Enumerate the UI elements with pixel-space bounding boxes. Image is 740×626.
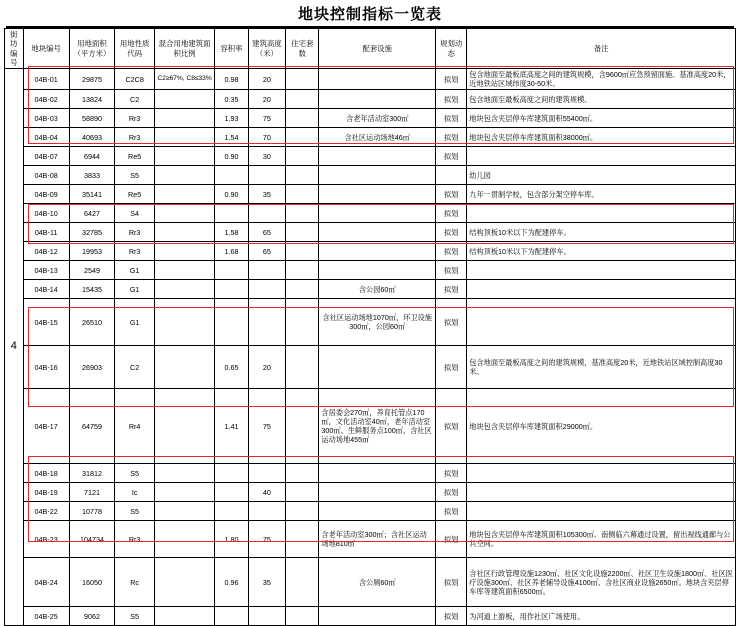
header-area: 用地面积（平方米） xyxy=(69,29,115,69)
cell-house xyxy=(286,109,319,128)
cell-mix xyxy=(154,147,214,166)
table-row xyxy=(5,558,736,607)
cell-mix xyxy=(154,204,214,223)
cell-nature: Rr4 xyxy=(115,389,155,464)
cell-plan: 拟划 xyxy=(436,223,467,242)
cell-house xyxy=(286,464,319,483)
cell-height xyxy=(248,280,285,299)
cell-plan: 拟划 xyxy=(436,502,467,521)
table-row xyxy=(5,69,736,90)
cell-area: 2549 xyxy=(69,261,115,280)
cell-plan: 拟划 xyxy=(436,607,467,626)
cell-facility xyxy=(319,502,436,521)
cell-note: 包含地面至最板高度之间的建筑规模。 xyxy=(467,90,736,109)
cell-area: 64759 xyxy=(69,389,115,464)
table-row xyxy=(5,128,736,147)
cell-height xyxy=(248,502,285,521)
cell-far: 0.90 xyxy=(215,147,248,166)
cell-mix xyxy=(154,223,214,242)
cell-mix xyxy=(154,464,214,483)
cell-mix xyxy=(154,558,214,607)
cell-area: 29875 xyxy=(69,69,115,90)
cell-mix xyxy=(154,90,214,109)
table-row xyxy=(5,607,736,626)
cell-code: 04B-17 xyxy=(23,389,69,464)
cell-nature: Re5 xyxy=(115,185,155,204)
cell-nature: S5 xyxy=(115,502,155,521)
cell-facility: 含公厕60㎡ xyxy=(319,558,436,607)
cell-note: 包含地面至最板底高度之间的建筑规模，含9600㎡应急预留面施。基准高度20米，近地铁站区域纬度30-50米。 xyxy=(467,69,736,90)
cell-code: 04B-03 xyxy=(23,109,69,128)
cell-plan: 拟划 xyxy=(436,464,467,483)
cell-area: 6427 xyxy=(69,204,115,223)
table-row xyxy=(5,464,736,483)
cell-far xyxy=(215,299,248,346)
cell-plan xyxy=(436,166,467,185)
table-row xyxy=(5,242,736,261)
cell-house xyxy=(286,483,319,502)
cell-nature: Rr3 xyxy=(115,128,155,147)
cell-note: 为河道上游板，用作社区广场使用。 xyxy=(467,607,736,626)
cell-facility xyxy=(319,261,436,280)
header-far: 容积率 xyxy=(215,29,248,69)
cell-area: 35141 xyxy=(69,185,115,204)
cell-nature: Rr3 xyxy=(115,109,155,128)
cell-plan: 拟划 xyxy=(436,346,467,389)
cell-height: 20 xyxy=(248,90,285,109)
cell-code: 04B-11 xyxy=(23,223,69,242)
cell-house xyxy=(286,280,319,299)
table-row xyxy=(5,483,736,502)
cell-area: 19953 xyxy=(69,242,115,261)
cell-height xyxy=(248,166,285,185)
cell-plan: 拟划 xyxy=(436,204,467,223)
cell-height: 65 xyxy=(248,242,285,261)
cell-house xyxy=(286,299,319,346)
cell-mix xyxy=(154,483,214,502)
cell-code: 04B-14 xyxy=(23,280,69,299)
cell-code: 04B-15 xyxy=(23,299,69,346)
cell-code: 04B-04 xyxy=(23,128,69,147)
cell-height xyxy=(248,464,285,483)
cell-note xyxy=(467,280,736,299)
cell-house xyxy=(286,242,319,261)
cell-height: 30 xyxy=(248,147,285,166)
cell-house xyxy=(286,502,319,521)
cell-nature: C2C8 xyxy=(115,69,155,90)
table-row xyxy=(5,204,736,223)
cell-height: 35 xyxy=(248,185,285,204)
header-code: 地块编号 xyxy=(23,29,69,69)
cell-note xyxy=(467,483,736,502)
cell-nature: S5 xyxy=(115,464,155,483)
cell-area: 16050 xyxy=(69,558,115,607)
cell-area: 32785 xyxy=(69,223,115,242)
cell-facility xyxy=(319,185,436,204)
cell-plan: 拟划 xyxy=(436,242,467,261)
cell-plan: 拟划 xyxy=(436,483,467,502)
cell-code: 04B-16 xyxy=(23,346,69,389)
cell-house xyxy=(286,69,319,90)
cell-area: 15435 xyxy=(69,280,115,299)
cell-plan: 拟划 xyxy=(436,389,467,464)
cell-facility xyxy=(319,166,436,185)
cell-area: 3833 xyxy=(69,166,115,185)
cell-area: 26510 xyxy=(69,299,115,346)
cell-mix xyxy=(154,607,214,626)
cell-plan: 拟划 xyxy=(436,558,467,607)
cell-mix: C2≥67%, C8≤33% xyxy=(154,69,214,90)
cell-house xyxy=(286,346,319,389)
cell-note xyxy=(467,299,736,346)
cell-far: 1.93 xyxy=(215,109,248,128)
table-row xyxy=(5,389,736,464)
cell-note: 地块包含夹层停车库建筑面积105300㎡。南侧临六幕通过设置，留出视线通廊与公共空间。 xyxy=(467,521,736,558)
cell-note: 含社区行政管理设施1230㎡、社区文化设施2200㎡、社区卫生设施1800㎡、社区医疗设施300㎡、社区养老辅导设施4100㎡、含社区商业设施2650㎡。地块含夹层停车库等建筑面积6500㎡。 xyxy=(467,558,736,607)
cell-code: 04B-18 xyxy=(23,464,69,483)
cell-far xyxy=(215,261,248,280)
cell-facility: 含居委会270㎡，养育托管点170㎡，文化活动室40㎡，老年活动室300㎡、生鲜服务点100㎡、含社区运动场地455㎡ xyxy=(319,389,436,464)
cell-note: 结构顶板10米以下为配建停车。 xyxy=(467,223,736,242)
cell-code: 04B-25 xyxy=(23,607,69,626)
cell-area: 6944 xyxy=(69,147,115,166)
cell-facility xyxy=(319,464,436,483)
header-height: 建筑高度（米） xyxy=(248,29,285,69)
cell-area: 13824 xyxy=(69,90,115,109)
cell-height: 35 xyxy=(248,558,285,607)
cell-nature: Ic xyxy=(115,483,155,502)
cell-mix xyxy=(154,502,214,521)
cell-code: 04B-22 xyxy=(23,502,69,521)
cell-plan: 拟划 xyxy=(436,261,467,280)
table-row xyxy=(5,502,736,521)
cell-mix xyxy=(154,242,214,261)
cell-plan: 拟划 xyxy=(436,185,467,204)
cell-facility: 含社区运动场地46㎡ xyxy=(319,128,436,147)
cell-house xyxy=(286,223,319,242)
cell-house xyxy=(286,128,319,147)
cell-house xyxy=(286,166,319,185)
cell-mix xyxy=(154,185,214,204)
cell-nature: S4 xyxy=(115,204,155,223)
cell-note: 九年一贯制学校，包含部分架空停车库。 xyxy=(467,185,736,204)
street-number-cell: 4 xyxy=(5,69,24,626)
cell-house xyxy=(286,521,319,558)
cell-facility xyxy=(319,204,436,223)
table-row xyxy=(5,223,736,242)
cell-far xyxy=(215,204,248,223)
cell-plan: 拟划 xyxy=(436,147,467,166)
table-row xyxy=(5,166,736,185)
cell-plan: 拟划 xyxy=(436,299,467,346)
cell-far xyxy=(215,280,248,299)
cell-height xyxy=(248,299,285,346)
cell-house xyxy=(286,261,319,280)
cell-note xyxy=(467,464,736,483)
cell-mix xyxy=(154,261,214,280)
cell-height xyxy=(248,607,285,626)
cell-mix xyxy=(154,128,214,147)
cell-mix xyxy=(154,280,214,299)
cell-far xyxy=(215,607,248,626)
cell-nature: S5 xyxy=(115,166,155,185)
cell-height xyxy=(248,261,285,280)
table-header-row xyxy=(5,29,736,69)
cell-area: 104734 xyxy=(69,521,115,558)
cell-nature: G1 xyxy=(115,261,155,280)
header-nature: 用地性质代码 xyxy=(115,29,155,69)
cell-mix xyxy=(154,346,214,389)
cell-note: 地块包含夹层停车库建筑面积38000㎡。 xyxy=(467,128,736,147)
table-row xyxy=(5,109,736,128)
cell-far: 0.98 xyxy=(215,69,248,90)
cell-far: 1.41 xyxy=(215,389,248,464)
cell-house xyxy=(286,607,319,626)
header-street: 街坊编号 xyxy=(5,29,24,69)
cell-plan: 拟划 xyxy=(436,128,467,147)
cell-note xyxy=(467,502,736,521)
cell-code: 04B-10 xyxy=(23,204,69,223)
cell-far xyxy=(215,502,248,521)
cell-far: 0.96 xyxy=(215,558,248,607)
cell-note xyxy=(467,204,736,223)
cell-code: 04B-24 xyxy=(23,558,69,607)
cell-house xyxy=(286,90,319,109)
cell-mix xyxy=(154,389,214,464)
table-body xyxy=(5,69,736,626)
cell-plan: 拟划 xyxy=(436,109,467,128)
cell-note: 幼儿园 xyxy=(467,166,736,185)
cell-far: 1.80 xyxy=(215,521,248,558)
cell-far: 1.58 xyxy=(215,223,248,242)
cell-height: 75 xyxy=(248,389,285,464)
cell-nature: G1 xyxy=(115,280,155,299)
cell-area: 10778 xyxy=(69,502,115,521)
cell-note xyxy=(467,261,736,280)
cell-facility xyxy=(319,223,436,242)
cell-height: 75 xyxy=(248,521,285,558)
cell-facility xyxy=(319,147,436,166)
page-title: 地块控制指标一览表 xyxy=(297,6,442,23)
cell-far xyxy=(215,166,248,185)
cell-code: 04B-01 xyxy=(23,69,69,90)
control-index-table xyxy=(4,28,736,626)
cell-height xyxy=(248,204,285,223)
header-facility: 配套设施 xyxy=(319,29,436,69)
cell-code: 04B-23 xyxy=(23,521,69,558)
cell-note xyxy=(467,147,736,166)
cell-plan: 拟划 xyxy=(436,280,467,299)
cell-plan: 拟划 xyxy=(436,90,467,109)
cell-facility: 含老年活动室300㎡；含社区运动场地810㎡ xyxy=(319,521,436,558)
cell-code: 04B-07 xyxy=(23,147,69,166)
cell-facility: 含社区运动场地1070㎡，环卫设施300㎡，公园60㎡ xyxy=(319,299,436,346)
cell-height: 20 xyxy=(248,69,285,90)
header-house: 住宅套数 xyxy=(286,29,319,69)
table-row xyxy=(5,521,736,558)
cell-facility xyxy=(319,242,436,261)
cell-facility xyxy=(319,607,436,626)
cell-area: 7121 xyxy=(69,483,115,502)
table-row xyxy=(5,90,736,109)
cell-code: 04B-13 xyxy=(23,261,69,280)
cell-code: 04B-19 xyxy=(23,483,69,502)
table-row xyxy=(5,280,736,299)
header-plan: 规划动态 xyxy=(436,29,467,69)
cell-mix xyxy=(154,166,214,185)
cell-far: 0.35 xyxy=(215,90,248,109)
cell-note: 地块包含夹层停车库建筑面积29000㎡。 xyxy=(467,389,736,464)
cell-house xyxy=(286,389,319,464)
cell-area: 58890 xyxy=(69,109,115,128)
cell-nature: Rr3 xyxy=(115,223,155,242)
cell-area: 9062 xyxy=(69,607,115,626)
cell-mix xyxy=(154,109,214,128)
cell-height: 70 xyxy=(248,128,285,147)
cell-nature: Rc xyxy=(115,558,155,607)
cell-house xyxy=(286,204,319,223)
table-row xyxy=(5,261,736,280)
table-row xyxy=(5,299,736,346)
cell-nature: Rr3 xyxy=(115,242,155,261)
header-mix: 混合用地建筑面积比例 xyxy=(154,29,214,69)
cell-note: 包含地面至最板高度之间的建筑规模，基准高度20米，近地铁站区域控制高度30米。 xyxy=(467,346,736,389)
header-note: 备注 xyxy=(467,29,736,69)
cell-height: 20 xyxy=(248,346,285,389)
cell-code: 04B-08 xyxy=(23,166,69,185)
cell-nature: Rr3 xyxy=(115,521,155,558)
cell-mix xyxy=(154,299,214,346)
cell-facility xyxy=(319,483,436,502)
cell-far: 0.90 xyxy=(215,185,248,204)
cell-far xyxy=(215,464,248,483)
cell-area: 40693 xyxy=(69,128,115,147)
cell-nature: G1 xyxy=(115,299,155,346)
cell-code: 04B-02 xyxy=(23,90,69,109)
cell-far xyxy=(215,483,248,502)
table-row xyxy=(5,185,736,204)
cell-far: 0.65 xyxy=(215,346,248,389)
cell-plan: 拟划 xyxy=(436,521,467,558)
cell-height: 65 xyxy=(248,223,285,242)
cell-area: 31812 xyxy=(69,464,115,483)
cell-plan: 拟划 xyxy=(436,69,467,90)
cell-height: 75 xyxy=(248,109,285,128)
cell-note: 地块包含夹层停车库建筑面积55400㎡。 xyxy=(467,109,736,128)
cell-height: 40 xyxy=(248,483,285,502)
cell-far: 1.54 xyxy=(215,128,248,147)
cell-nature: C2 xyxy=(115,346,155,389)
cell-house xyxy=(286,185,319,204)
table-row xyxy=(5,346,736,389)
cell-facility xyxy=(319,69,436,90)
cell-area: 26903 xyxy=(69,346,115,389)
cell-facility xyxy=(319,346,436,389)
cell-far: 1.68 xyxy=(215,242,248,261)
cell-facility: 含老年活动室300㎡ xyxy=(319,109,436,128)
cell-nature: S5 xyxy=(115,607,155,626)
cell-code: 04B-09 xyxy=(23,185,69,204)
table-row xyxy=(5,147,736,166)
cell-code: 04B-12 xyxy=(23,242,69,261)
cell-facility xyxy=(319,90,436,109)
cell-house xyxy=(286,147,319,166)
cell-mix xyxy=(154,521,214,558)
cell-nature: C2 xyxy=(115,90,155,109)
cell-facility: 含公园60㎡ xyxy=(319,280,436,299)
cell-house xyxy=(286,558,319,607)
cell-note: 结构顶板10米以下为配建停车。 xyxy=(467,242,736,261)
cell-nature: Re5 xyxy=(115,147,155,166)
